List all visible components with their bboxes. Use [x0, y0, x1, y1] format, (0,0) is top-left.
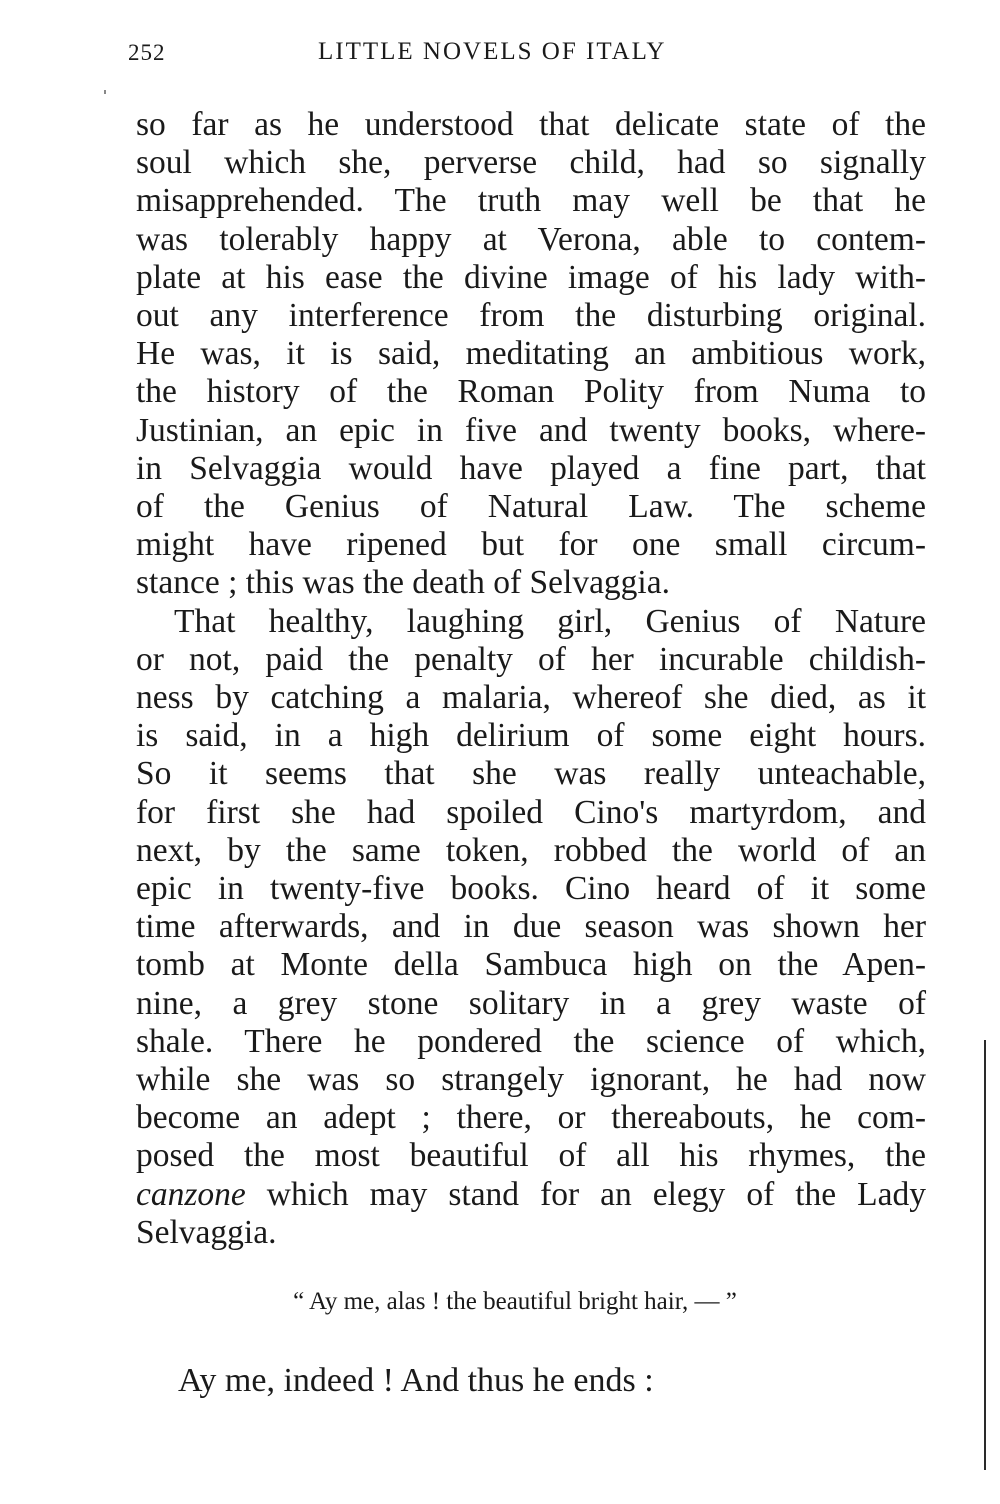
text-line: was tolerably happy at Verona, able to contem- — [136, 220, 926, 258]
text-fragment: which may stand for an elegy of the Lady — [245, 1175, 926, 1213]
text-line: epic in twenty-five books. Cino heard of it some — [136, 870, 926, 908]
text-line: ness by catching a malaria, whereof she died, as it — [136, 679, 926, 717]
text-line: tomb at Monte della Sambuca high on the Apen- — [136, 946, 926, 984]
text-line: might have ripened but for one small circum- — [136, 526, 926, 564]
text-line: Justinian, an epic in five and twenty books, where- — [136, 411, 926, 449]
text-line: So it seems that she was really unteachable, — [136, 755, 926, 793]
text-line: the history of the Roman Polity from Numa to — [136, 373, 926, 411]
text-line: while she was so strangely ignorant, he had now — [136, 1061, 926, 1099]
text-line: Selvaggia. — [136, 1213, 277, 1251]
text-line: become an adept ; there, or thereabouts, he com- — [136, 1099, 926, 1137]
text-line: out any interference from the disturbing original. — [136, 297, 926, 335]
running-title: LITTLE NOVELS OF ITALY — [318, 38, 667, 65]
paragraph — [136, 603, 926, 1252]
text-line: so far as he understood that delicate state of the — [136, 106, 926, 143]
right-edge-rule — [984, 1040, 986, 1470]
text-line — [136, 1176, 926, 1214]
page-number: 252 — [128, 40, 166, 65]
text-line: posed the most beautiful of all his rhymes, the — [136, 1137, 926, 1175]
italic-word: canzone — [136, 1175, 246, 1213]
text-line: is said, in a high delirium of some eight hours. — [136, 717, 926, 755]
text-line: stance ; this was the death of Selvaggia. — [136, 564, 670, 602]
text-line: time afterwards, and in due season was shown her — [136, 908, 926, 946]
text-line: That healthy, laughing girl, Genius of Nature — [174, 602, 926, 640]
paragraph — [136, 106, 926, 603]
closing-line: Ay me, indeed ! And thus he ends : — [178, 1362, 654, 1399]
text-line: plate at his ease the divine image of his lady with- — [136, 258, 926, 296]
text-line: soul which she, perverse child, had so signally — [136, 144, 926, 182]
text-line: next, by the same token, robbed the world of an — [136, 831, 926, 869]
page-header — [128, 34, 928, 74]
verse-quote: “ Ay me, alas ! the beautiful bright hair, — ” — [293, 1288, 737, 1315]
text-line: nine, a grey stone solitary in a grey waste of — [136, 984, 926, 1022]
text-line: of the Genius of Natural Law. The scheme — [136, 488, 926, 526]
text-line: or not, paid the penalty of her incurable childish- — [136, 640, 926, 678]
body-text — [136, 106, 926, 1252]
text-line: shale. There he pondered the science of which, — [136, 1022, 926, 1060]
text-line: He was, it is said, meditating an ambitious work, — [136, 335, 926, 373]
margin-speck — [104, 90, 106, 94]
text-line: misapprehended. The truth may well be that he — [136, 182, 926, 220]
text-line: in Selvaggia would have played a fine part, that — [136, 449, 926, 487]
text-line: for first she had spoiled Cino's martyrdom, and — [136, 793, 926, 831]
